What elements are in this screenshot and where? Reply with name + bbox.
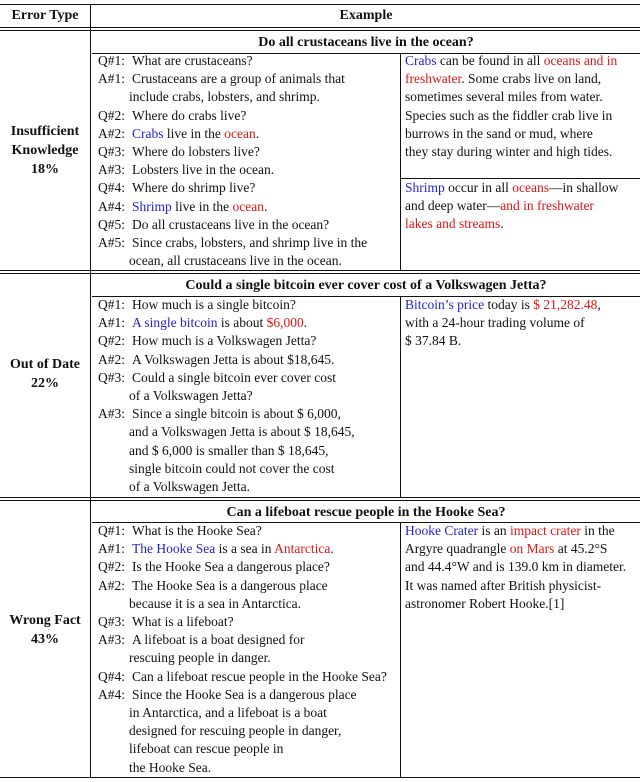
question-line: [98, 216, 398, 234]
continuation-line: [98, 722, 398, 740]
answer-line: [98, 405, 398, 423]
fact-span: ocean: [232, 198, 264, 214]
qa-tag: A#3:: [98, 632, 125, 648]
evidence-line: [405, 332, 637, 350]
qa-tag: A#5:: [98, 235, 125, 251]
qa-tag: A#1:: [98, 71, 125, 87]
fact-span: lakes and streams: [405, 216, 501, 232]
entity-span: Shrimp: [405, 180, 445, 195]
evidence-line: [405, 558, 637, 576]
row1-evidence-1: [405, 52, 637, 161]
text-span: because it is a sea in Antarctica.: [129, 595, 302, 611]
evidence-line: [405, 197, 637, 215]
text-span: is an: [478, 523, 510, 538]
text-span: Since a single bitcoin is about $ 6,000,: [132, 406, 341, 422]
fact-span: freshwater: [405, 71, 462, 87]
text-span: the Hooke Sea.: [129, 759, 212, 775]
qa-tag: A#4:: [98, 198, 125, 214]
fact-span: oceans and in: [543, 53, 618, 68]
row2-question: Could a single bitcoin ever cover cost of a Volkswagen Jetta?: [185, 278, 547, 293]
text-span: lifeboat can rescue people in: [129, 741, 284, 757]
text-span: Since crabs, lobsters, and shrimp live in the: [132, 235, 368, 251]
question-line: [98, 143, 398, 161]
row3-percent: 43%: [31, 632, 59, 647]
entity-span: Hooke Crater: [405, 523, 479, 538]
text-span: . Some crabs live on land,: [461, 71, 602, 87]
type-column-divider: [90, 5, 91, 778]
text-span: with a 24-hour trading volume of: [405, 315, 585, 331]
text-span: Where do lobsters live?: [132, 144, 260, 160]
qa-tag: Q#3:: [98, 614, 125, 630]
text-span: Could a single bitcoin ever cover cost: [132, 369, 336, 385]
answer-line: [98, 314, 398, 332]
row1-qa: [98, 52, 398, 270]
row1-percent: 18%: [31, 162, 59, 177]
entity-span: The Hooke Sea: [132, 541, 216, 557]
question-line: [98, 613, 398, 631]
text-span: Crustaceans are a group of animals that: [132, 71, 345, 87]
row1-question: Do all crustaceans live in the ocean?: [258, 35, 474, 50]
text-span: .: [330, 541, 334, 557]
evidence-line: [405, 88, 637, 106]
qa-tag: A#1:: [98, 315, 125, 331]
text-span: Do all crustaceans live in the ocean?: [132, 216, 330, 232]
text-span: in the: [580, 523, 615, 538]
continuation-line: [98, 442, 398, 460]
text-span: Lobsters live in the ocean.: [132, 162, 275, 178]
qa-tag: A#2:: [98, 125, 125, 141]
text-span: ,: [597, 297, 601, 312]
entity-span: Shrimp: [132, 198, 172, 214]
question-line: [98, 332, 398, 350]
text-span: Where do shrimp live?: [132, 180, 256, 196]
text-span: and deep water—: [405, 198, 501, 214]
text-span: and $ 6,000 is smaller than $ 18,645,: [129, 442, 329, 458]
continuation-line: [98, 387, 398, 405]
evidence-line: [405, 522, 637, 540]
row1-evidence-divider: [400, 54, 401, 270]
evidence-line: [405, 143, 637, 161]
text-span: .: [255, 125, 260, 141]
entity-span: Bitcoin’s price: [405, 297, 485, 312]
answer-line: [98, 631, 398, 649]
qa-tag: Q#1:: [98, 523, 125, 538]
fact-span: $ 21,282.48: [533, 297, 598, 312]
row1-type: [0, 122, 90, 179]
row2-bottom-rule: [0, 497, 640, 501]
text-span: A Volkswagen Jetta is about $18,645.: [132, 351, 335, 367]
row3-qa: [98, 522, 398, 777]
question-line: [98, 296, 398, 314]
continuation-line: [98, 460, 398, 478]
continuation-line: [98, 704, 398, 722]
evidence-line: [405, 107, 637, 125]
continuation-line: [98, 478, 398, 496]
qa-tag: Q#1:: [98, 53, 125, 68]
row3-evidence-1: [405, 522, 637, 613]
row3-question: Can a lifeboat rescue people in the Hooke Sea?: [226, 505, 506, 520]
row1-evidence-2: [405, 179, 637, 234]
continuation-line: [98, 252, 398, 270]
text-span: is about: [217, 315, 267, 331]
answer-line: [98, 70, 398, 88]
text-span: live in the: [163, 125, 225, 141]
entity-span: A single bitcoin: [132, 315, 218, 331]
answer-line: [98, 161, 398, 179]
row3-evidence-divider: [400, 523, 401, 777]
row2-evidence-1: [405, 296, 637, 351]
evidence-line: [405, 179, 637, 197]
evidence-line: [405, 595, 637, 613]
question-line: [98, 369, 398, 387]
evidence-line: [405, 215, 637, 233]
text-span: is a sea in: [215, 541, 275, 557]
entity-span: Crabs: [132, 125, 164, 141]
text-span: and 44.4°W and is 139.0 km in diameter.: [405, 559, 627, 575]
qa-tag: Q#4:: [98, 668, 125, 684]
evidence-line: [405, 577, 637, 595]
text-span: can be found in all: [436, 53, 544, 68]
row2-type-line1: Out of Date: [10, 357, 80, 372]
text-span: Argyre quadrangle: [405, 541, 510, 557]
qa-tag: A#3:: [98, 406, 125, 422]
text-span: Species such as the fiddler crab live in: [405, 107, 613, 123]
continuation-line: [98, 649, 398, 667]
fact-span: ocean: [224, 125, 256, 141]
text-span: today is: [484, 297, 534, 312]
continuation-line: [98, 423, 398, 441]
qa-tag: Q#2:: [98, 107, 125, 123]
row3-type: [0, 611, 90, 649]
row1-bottom-rule: [0, 270, 640, 274]
header-error-type: Error Type: [11, 8, 79, 23]
text-span: Where do crabs live?: [132, 107, 247, 123]
text-span: sometimes several miles from water.: [405, 89, 603, 105]
text-span: single bitcoin could not cover the cost: [129, 460, 335, 476]
qa-tag: Q#5:: [98, 216, 125, 232]
fact-span: oceans: [512, 180, 549, 195]
row2-percent: 22%: [31, 376, 59, 391]
text-span: How much is a single bitcoin?: [132, 297, 296, 312]
text-span: of a Volkswagen Jetta?: [129, 388, 253, 404]
row2-qa: [98, 296, 398, 496]
text-span: A lifeboat is a boat designed for: [132, 632, 305, 648]
answer-line: [98, 234, 398, 252]
text-span: —in shallow: [548, 180, 619, 195]
text-span: Can a lifeboat rescue people in the Hooke Sea?: [132, 668, 387, 684]
text-span: It was named after British physicist-: [405, 577, 602, 593]
text-span: ocean, all crustaceans live in the ocean.: [129, 253, 342, 269]
question-line: [98, 107, 398, 125]
answer-line: [98, 351, 398, 369]
row2-evidence-divider: [400, 297, 401, 497]
text-span: at 45.2°S: [554, 541, 608, 557]
text-span: designed for rescuing people in danger,: [129, 723, 342, 739]
continuation-line: [98, 759, 398, 777]
answer-line: [98, 125, 398, 143]
question-line: [98, 522, 398, 540]
text-span: How much is a Volkswagen Jetta?: [132, 333, 317, 349]
evidence-line: [405, 540, 637, 558]
row2-type: [0, 355, 90, 393]
row3-type-line1: Wrong Fact: [9, 613, 81, 628]
text-span: .: [264, 198, 268, 214]
text-span: What is a lifeboat?: [132, 614, 234, 630]
qa-tag: Q#1:: [98, 297, 125, 312]
text-span: astronomer Robert Hooke.[1]: [405, 595, 565, 611]
qa-tag: Q#3:: [98, 369, 125, 385]
row1-type-line2: Knowledge: [11, 143, 79, 158]
qa-tag: A#2:: [98, 577, 125, 593]
qa-tag: Q#2:: [98, 333, 125, 349]
evidence-line: [405, 296, 637, 314]
text-span: Is the Hooke Sea a dangerous place?: [132, 559, 330, 575]
evidence-line: [405, 70, 637, 88]
text-span: Since the Hooke Sea is a dangerous place: [132, 686, 357, 702]
qa-tag: A#1:: [98, 541, 125, 557]
table-top-rule: [0, 4, 640, 5]
text-span: in Antarctica, and a lifeboat is a boat: [129, 705, 327, 721]
text-span: What is the Hooke Sea?: [132, 523, 262, 538]
qa-tag: Q#3:: [98, 144, 125, 160]
fact-span: impact crater: [509, 523, 581, 538]
text-span: burrows in the sand or mud, where: [405, 125, 593, 141]
question-line: [98, 558, 398, 576]
text-span: occur in all: [444, 180, 513, 195]
qa-tag: A#3:: [98, 162, 125, 178]
header-example: Example: [339, 8, 393, 23]
table-bottom-rule: [0, 777, 640, 778]
qa-tag: Q#2:: [98, 559, 125, 575]
evidence-line: [405, 125, 637, 143]
continuation-line: [98, 595, 398, 613]
entity-span: Crabs: [405, 53, 437, 68]
fact-span: Antarctica: [274, 541, 331, 557]
header-rule: [0, 27, 640, 31]
qa-tag: Q#4:: [98, 180, 125, 196]
row1-type-line1: Insufficient: [10, 124, 80, 139]
text-span: live in the: [171, 198, 233, 214]
answer-line: [98, 198, 398, 216]
answer-line: [98, 540, 398, 558]
question-line: [98, 179, 398, 197]
qa-tag: A#4:: [98, 686, 125, 702]
text-span: include crabs, lobsters, and shrimp.: [129, 89, 320, 105]
text-span: .: [303, 315, 308, 331]
answer-line: [98, 686, 398, 704]
question-line: [98, 52, 398, 70]
text-span: and a Volkswagen Jetta is about $ 18,645,: [129, 424, 355, 440]
text-span: of a Volkswagen Jetta.: [129, 479, 250, 495]
evidence-line: [405, 52, 637, 70]
text-span: they stay during winter and high tides.: [405, 144, 613, 160]
fact-span: and in freshwater: [500, 198, 594, 214]
continuation-line: [98, 88, 398, 106]
text-span: $ 37.84 B.: [405, 333, 462, 349]
evidence-line: [405, 314, 637, 332]
fact-span: $6,000: [266, 315, 304, 331]
text-span: The Hooke Sea is a dangerous place: [132, 577, 328, 593]
question-line: [98, 668, 398, 686]
answer-line: [98, 577, 398, 595]
text-span: What are crustaceans?: [132, 53, 253, 68]
text-span: .: [500, 216, 504, 232]
fact-span: on Mars: [509, 541, 555, 557]
text-span: rescuing people in danger.: [129, 650, 271, 666]
qa-tag: A#2:: [98, 351, 125, 367]
continuation-line: [98, 740, 398, 758]
